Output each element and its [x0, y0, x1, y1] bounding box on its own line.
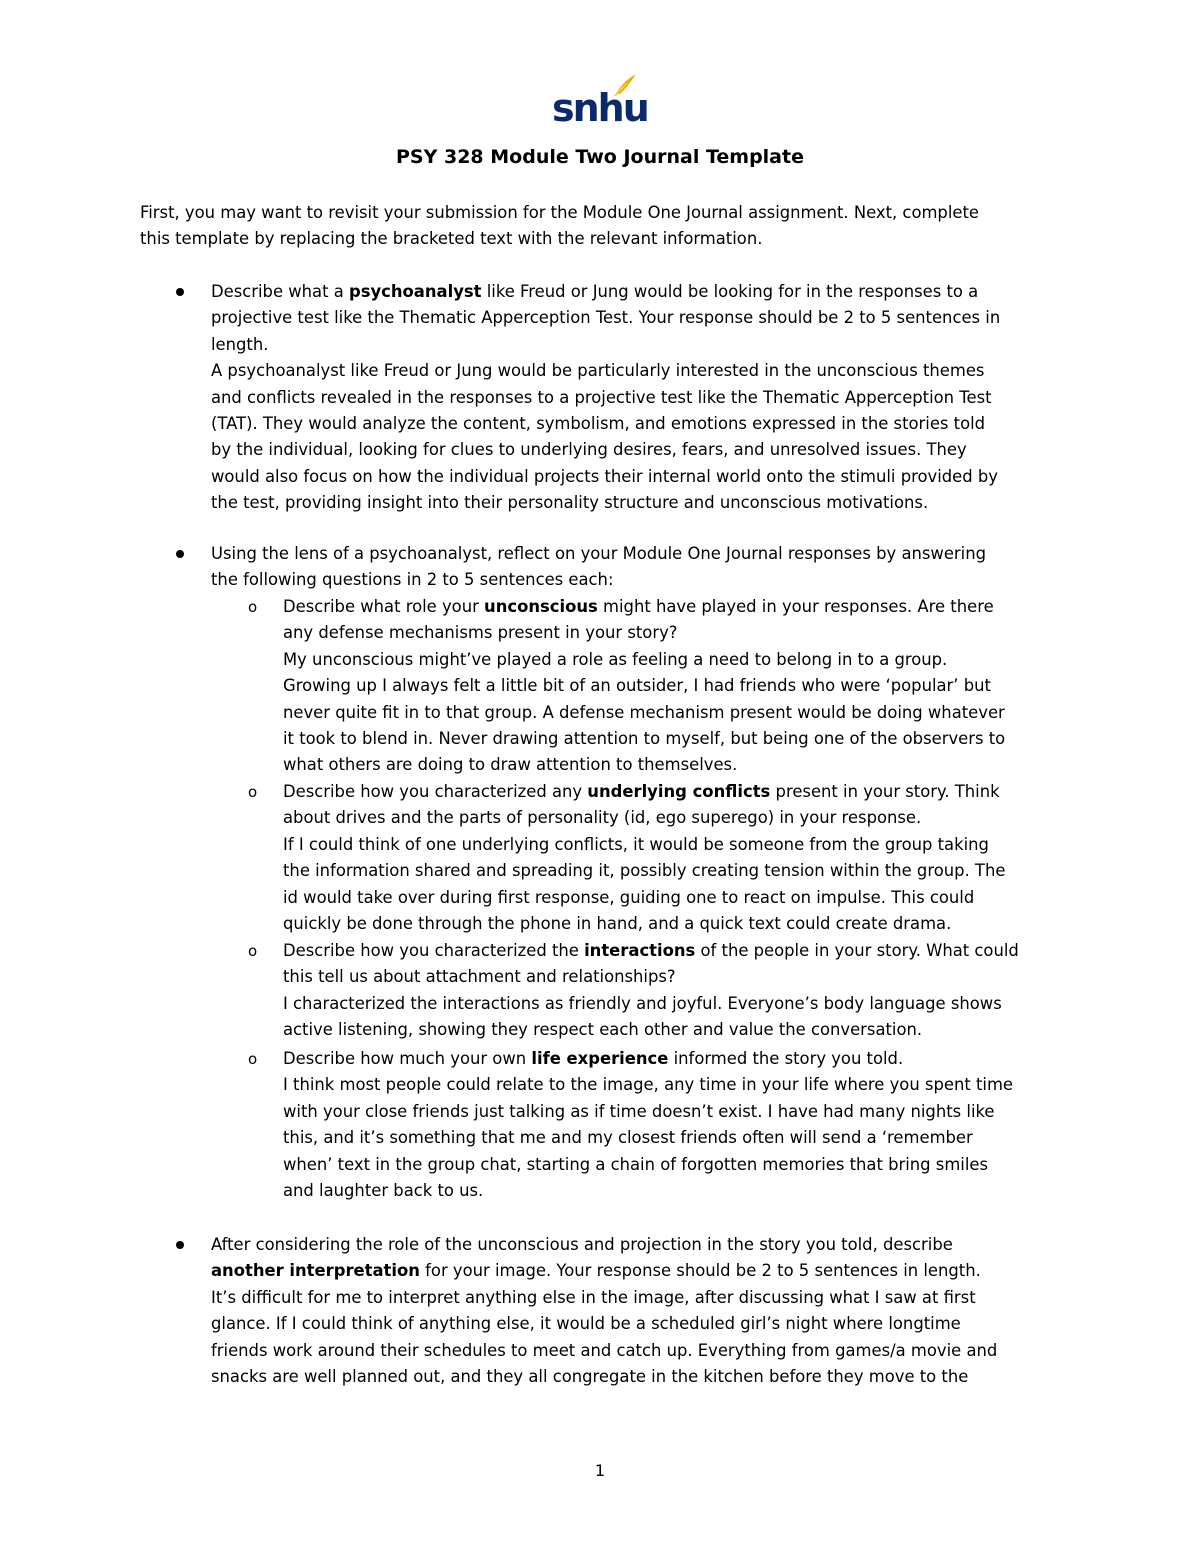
snhu-logo	[552, 72, 648, 134]
answer-line: by the individual, looking for clues to underlying desires, fears, and unresolved issues. They	[211, 440, 967, 460]
sub-question-interactions	[283, 938, 1073, 1044]
question-line: length.	[211, 334, 269, 354]
question-1	[211, 279, 1071, 517]
question-line: Describe how much your own life experience informed the story you told.	[283, 1049, 904, 1068]
answer-line: (TAT). They would analyze the content, symbolism, and emotions expressed in the stories told	[211, 414, 986, 434]
answer-line: would also focus on how the individual projects their internal world onto the stimuli provided by	[211, 466, 998, 486]
answer-line: when’ text in the group chat, starting a chain of forgotten memories that bring smiles	[283, 1154, 989, 1174]
answer-line: snacks are well planned out, and they all congregate in the kitchen before they move to the	[211, 1367, 969, 1387]
question-line: about drives and the parts of personality (id, ego superego) in your response.	[283, 808, 922, 828]
question-3	[211, 1232, 1071, 1390]
answer-line: I think most people could relate to the image, any time in your life where you spent time	[283, 1075, 1013, 1095]
intro-line: First, you may want to revisit your submission for the Module One Journal assignment. Next, complete	[140, 203, 979, 222]
answer-line: what others are doing to draw attention to themselves.	[283, 755, 738, 775]
answer-line: the information shared and spreading it, possibly creating tension within the group. The	[283, 861, 1006, 881]
answer-line: id would take over during first response, guiding one to react on impulse. This could	[283, 887, 975, 907]
logo-wordmark: snhu	[552, 86, 648, 130]
question-line: Describe what a psychoanalyst like Freud or Jung would be looking for in the responses to a	[211, 282, 979, 301]
answer-line: the test, providing insight into their personality structure and unconscious motivations.	[211, 493, 929, 513]
answer-line: it took to blend in. Never drawing attention to myself, but being one of the observers to	[283, 729, 1006, 749]
answer-line: A psychoanalyst like Freud or Jung would be particularly interested in the unconscious themes	[211, 361, 985, 381]
question-line: this tell us about attachment and relationships?	[283, 967, 676, 987]
page-number: 1	[594, 1461, 606, 1480]
answer-line: and laughter back to us.	[283, 1181, 484, 1201]
sub-question-unconscious	[283, 594, 1073, 779]
answer-line: It’s difficult for me to interpret anything else in the image, after discussing what I saw at first	[211, 1287, 976, 1307]
question-line: Describe how you characterized any underlying conflicts present in your story. Think	[283, 782, 1000, 801]
page-title: PSY 328 Module Two Journal Template	[396, 146, 804, 168]
answer-line: glance. If I could think of anything else, it would be a scheduled girl’s night where longtime	[211, 1314, 961, 1334]
intro-paragraph	[140, 200, 1060, 253]
question-2	[211, 541, 1071, 594]
question-line: any defense mechanisms present in your story?	[283, 623, 678, 643]
answer-line: and conflicts revealed in the responses to a projective test like the Thematic Apperception Test	[211, 387, 992, 407]
question-line: Using the lens of a psychoanalyst, reflect on your Module One Journal responses by answering	[211, 544, 986, 563]
sub-bullet-icon: o	[248, 783, 258, 801]
answer-line: Growing up I always felt a little bit of an outsider, I had friends who were ‘popular’ but	[283, 676, 991, 696]
intro-line: this template by replacing the bracketed text with the relevant information.	[140, 229, 763, 249]
answer-line: never quite fit in to that group. A defense mechanism present would be doing whatever	[283, 702, 1005, 722]
answer-line: If I could think of one underlying conflicts, it would be someone from the group taking	[283, 834, 989, 854]
question-line: another interpretation for your image. Your response should be 2 to 5 sentences in length.	[211, 1261, 981, 1281]
sub-bullet-icon: o	[248, 942, 258, 960]
bullet-icon	[176, 288, 184, 296]
answer-line: with your close friends just talking as if time doesn’t exist. I have had many nights like	[283, 1101, 995, 1121]
question-line: Describe what role your unconscious might have played in your responses. Are there	[283, 597, 994, 616]
bullet-icon	[176, 550, 184, 558]
answer-line: I characterized the interactions as friendly and joyful. Everyone’s body language shows	[283, 993, 1002, 1013]
answer-line: friends work around their schedules to meet and catch up. Everything from games/a movie and	[211, 1340, 998, 1360]
question-line: After considering the role of the unconscious and projection in the story you told, describe	[211, 1235, 953, 1254]
sub-bullet-icon: o	[248, 1050, 258, 1068]
sub-question-life-experience	[283, 1046, 1073, 1204]
question-line: projective test like the Thematic Apperception Test. Your response should be 2 to 5 sentences in	[211, 308, 1001, 328]
answer-line: active listening, showing they respect each other and value the conversation.	[283, 1020, 923, 1040]
answer-line: quickly be done through the phone in hand, and a quick text could create drama.	[283, 914, 952, 934]
bullet-icon	[176, 1241, 184, 1249]
answer-line: this, and it’s something that me and my closest friends often will send a ‘remember	[283, 1128, 973, 1148]
answer-line: My unconscious might’ve played a role as feeling a need to belong in to a group.	[283, 649, 948, 669]
sub-question-conflicts	[283, 779, 1073, 937]
question-line: Describe how you characterized the interactions of the people in your story. What could	[283, 941, 1019, 960]
question-line: the following questions in 2 to 5 sentences each:	[211, 570, 614, 590]
sub-bullet-icon: o	[248, 598, 258, 616]
